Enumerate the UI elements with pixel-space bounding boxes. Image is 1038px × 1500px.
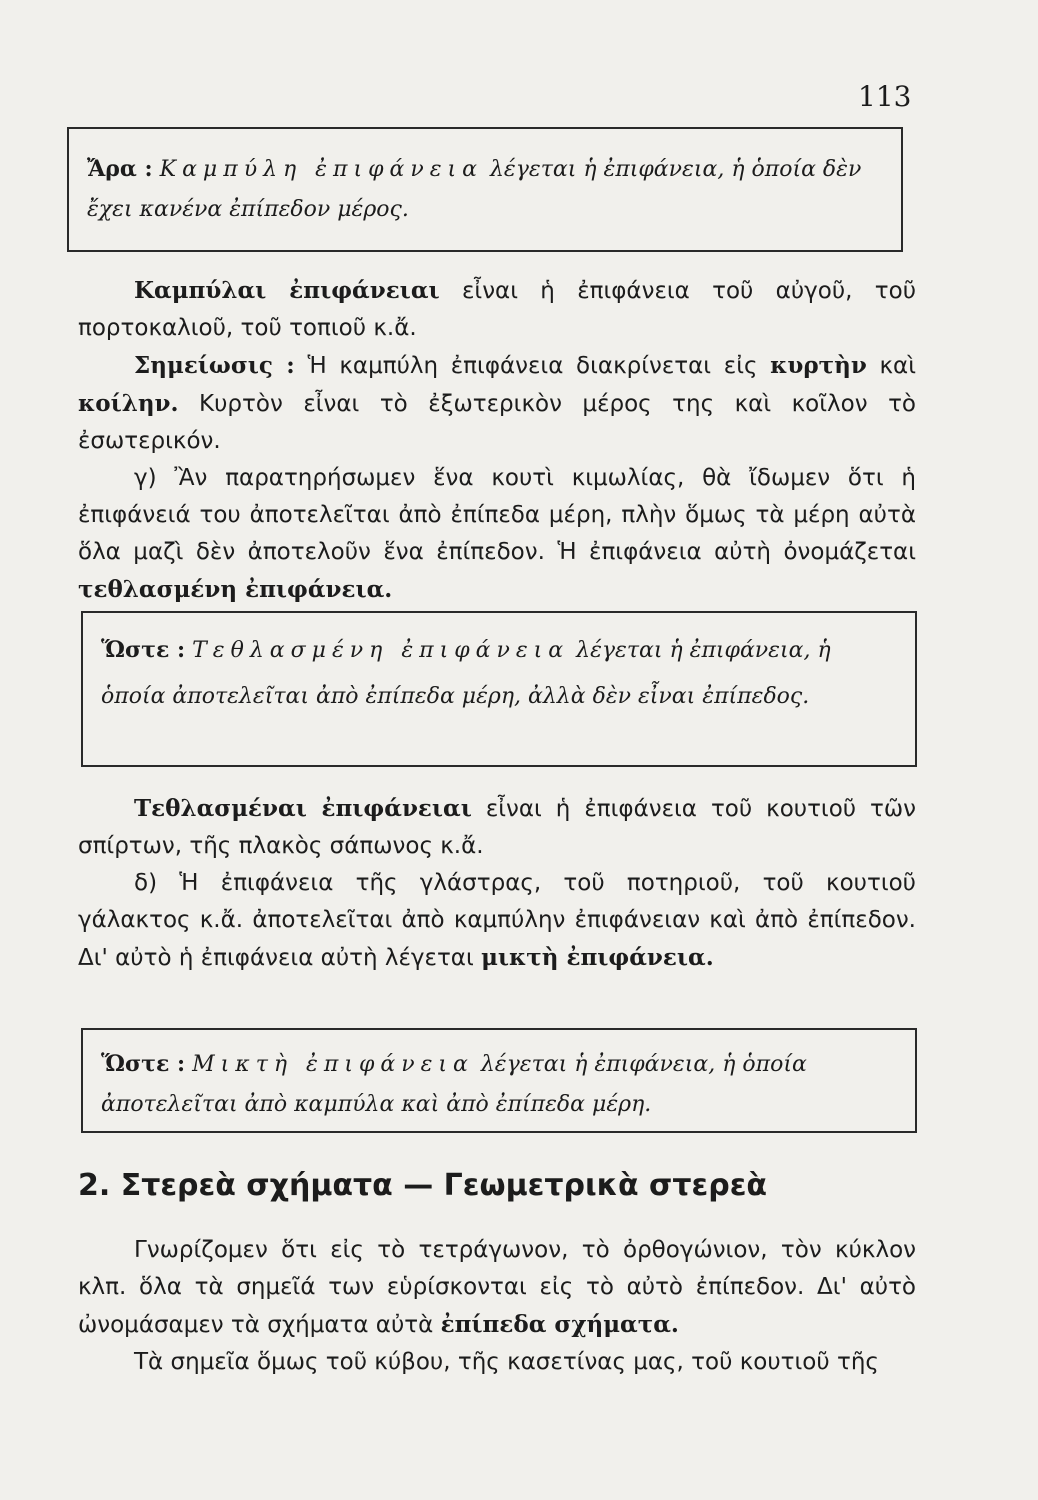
paragraph-text: Τὰ σημεῖα ὅμως τοῦ κύβου, τῆς κασετίνας μας, τοῦ κουτιοῦ τῆς (134, 1349, 879, 1375)
paragraph-cube (78, 1344, 916, 1381)
box-definition: λέγεται ἡ ἐπιφάνεια, ἡ ὁποία δὲν ἔχει κανένα ἐπίπεδον μέρος. (87, 157, 862, 222)
paragraph-text: Γνωρίζομεν ὅτι εἰς τὸ τετράγωνον, τὸ ὀρθογώνιον, τὸν κύκλον κλπ. ὅλα τὰ σημεῖά των εὑρίσκονται εἰς τὸ αὐτὸ ἐπίπεδον. Δι' αὐτὸ ὠνομάσαμεν τὰ σχήματα αὐτὰ (78, 1237, 916, 1338)
box-term: Τεθλασμένη ἐπιφάνεια (192, 638, 570, 663)
bold-term: κυρτὴν (770, 352, 867, 379)
box-definition: λέγεται ἡ ἐπιφάνεια, ἡ ὁποία ἀποτελεῖται ἀπὸ ἐπίπεδα μέρη, ἀλλὰ δὲν εἶναι ἐπίπεδος. (101, 638, 831, 709)
bold-term: Τεθλασμέναι ἐπιφάνειαι (134, 795, 472, 822)
text-block-3 (78, 1232, 916, 1381)
box-definition: λέγεται ἡ ἐπιφάνεια, ἡ ὁποία ἀποτελεῖται ἀπὸ καμπύλα καὶ ἀπὸ ἐπίπεδα μέρη. (101, 1052, 807, 1117)
paragraph-chalk-box (78, 460, 916, 609)
text-block-1 (78, 272, 916, 609)
bold-term: τεθλασμένη ἐπιφάνεια. (78, 576, 393, 603)
bold-term: μικτὴ ἐπιφάνεια. (481, 944, 714, 971)
paragraph-text: εἶναι ἡ ἐπιφάνεια τοῦ αὐγοῦ, τοῦ πορτοκαλιοῦ, τοῦ τοπιοῦ κ.ἄ. (78, 278, 917, 341)
bold-term: Καμπύλαι ἐπιφάνειαι (134, 277, 440, 304)
note-label: Σημείωσις : (134, 352, 295, 379)
box-term: Καμπύλη ἐπιφάνεια (159, 157, 483, 182)
paragraph-text: εἶναι ἡ ἐπιφάνεια τοῦ κουτιοῦ τῶν σπίρτων, τῆς πλακὸς σάπωνος κ.ἄ. (78, 796, 917, 859)
paragraph-curved-examples (78, 272, 916, 347)
paragraph-plane-figures (78, 1232, 916, 1344)
text-block-2 (78, 790, 916, 977)
paragraph-text: καὶ (866, 353, 916, 379)
definition-box-curved-surface (67, 127, 903, 252)
definition-box-mixed-surface (81, 1028, 917, 1133)
paragraph-note (78, 347, 916, 460)
bold-term: ἐπίπεδα σχήματα. (440, 1311, 679, 1338)
paragraph-text: γ) Ἂν παρατηρήσωμεν ἕνα κουτὶ κιμωλίας, θὰ ἴδωμεν ὅτι ἡ ἐπιφάνειά του ἀποτελεῖται ἀπὸ ἐπίπεδα μέρη, πλὴν ὅμως τὰ μέρη αὐτὰ ὅλα μαζὶ δὲν ἀποτελοῦν ἕνα ἐπίπεδον. Ἡ ἐπιφάνεια αὐτὴ ὀνομάζεται (78, 465, 916, 565)
box-lead: Ἄρα : (87, 156, 153, 182)
paragraph-polyhedral-examples (78, 790, 916, 865)
bold-term: κοίλην. (78, 390, 179, 417)
paragraph-text: δ) Ἡ ἐπιφάνεια τῆς γλάστρας, τοῦ ποτηριοῦ, τοῦ κουτιοῦ γάλακτος κ.ἄ. ἀποτελεῖται ἀπὸ καμπύλην ἐπιφάνειαν καὶ ἀπὸ ἐπίπεδον. Δι' αὐτὸ ἡ ἐπιφάνεια αὐτὴ λέγεται (78, 870, 916, 971)
box-lead: Ὥστε : (101, 637, 186, 663)
box-term: Μικτὴ ἐπιφάνεια (192, 1052, 474, 1077)
paragraph-mixed (78, 865, 916, 977)
section-heading: 2. Στερεὰ σχήματα — Γεωμετρικὰ στερεὰ (78, 1168, 768, 1203)
definition-box-polyhedral-surface (81, 611, 917, 767)
page-number: 113 (858, 80, 912, 113)
paragraph-text: Ἡ καμπύλη ἐπιφάνεια διακρίνεται εἰς (294, 353, 771, 379)
paragraph-text: Κυρτὸν εἶναι τὸ ἐξωτερικὸν μέρος της καὶ κοῖλον τὸ ἐσωτερικόν. (78, 391, 916, 454)
box-lead: Ὥστε : (101, 1051, 186, 1077)
